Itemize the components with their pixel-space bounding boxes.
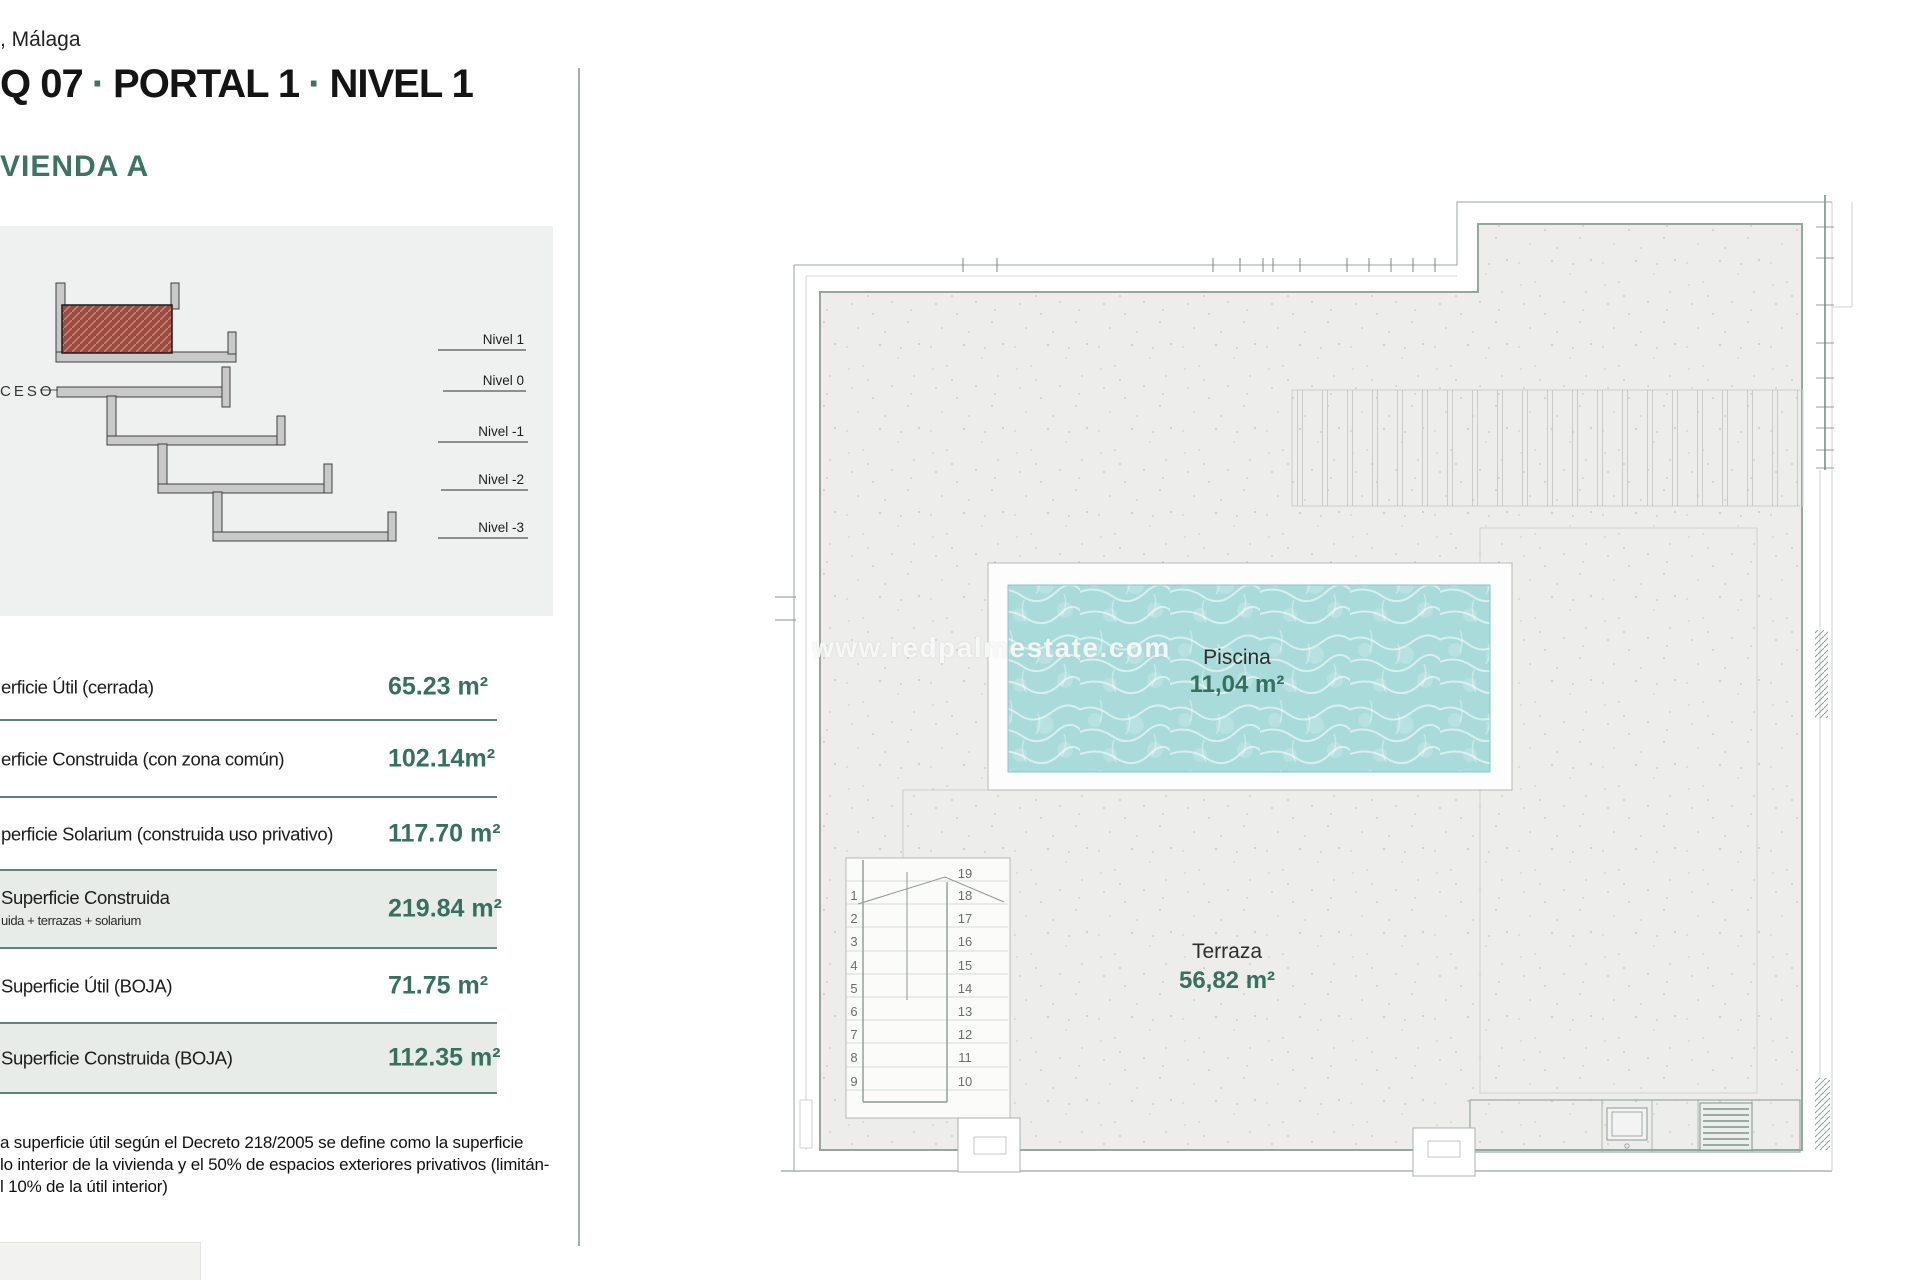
- right-boundary-wall: [1815, 195, 1834, 1150]
- svg-text:14: 14: [957, 981, 973, 996]
- svg-text:3: 3: [850, 934, 858, 949]
- highlighted-unit-section: [62, 305, 172, 353]
- table-row: [0, 655, 497, 721]
- svg-text:1: 1: [850, 888, 858, 903]
- table-row: [0, 721, 497, 798]
- row-label: Superficie Útil (BOJA): [1, 975, 173, 996]
- svg-text:4: 4: [850, 958, 858, 973]
- grill: [1700, 1103, 1752, 1150]
- svg-text:6: 6: [850, 1004, 858, 1019]
- table-row: [0, 798, 501, 869]
- footnote-line: l 10% de la útil interior): [0, 1177, 168, 1196]
- title-level: NIVEL 1: [329, 62, 473, 106]
- title-separator-dot: ·: [308, 62, 321, 106]
- location-text: , Málaga: [0, 28, 81, 51]
- svg-text:8: 8: [850, 1050, 858, 1065]
- pool-area-value: 11,04 m²: [1189, 671, 1285, 698]
- level-label: Nivel -3: [478, 520, 524, 535]
- row-label: erficie Construida (con zona común): [1, 748, 285, 769]
- title-portal: PORTAL 1: [113, 62, 300, 106]
- bottom-left-placeholder: [0, 1242, 201, 1280]
- svg-text:5: 5: [850, 981, 858, 996]
- svg-text:13: 13: [957, 1004, 973, 1019]
- level-label: Nivel 1: [482, 332, 524, 347]
- footnote-line: a superficie útil según el Decreto 218/2005 se define como la superficie: [0, 1133, 524, 1152]
- title-block: Q 07: [0, 62, 83, 106]
- svg-text:10: 10: [957, 1074, 973, 1089]
- pergola-slats: [1292, 390, 1803, 506]
- terrace-area-value: 56,82 m²: [1178, 967, 1276, 994]
- level-label: Nivel -2: [478, 472, 524, 487]
- hatched-wall-segment: [1815, 1078, 1830, 1150]
- row-value: 71.75 m²: [388, 971, 489, 999]
- staircase: [846, 858, 1010, 1118]
- title-separator-dot: ·: [91, 62, 105, 106]
- pool-label: Piscina: [1203, 646, 1271, 669]
- row-sublabel: uida + terrazas + solarium: [1, 913, 141, 928]
- legal-footnote: [0, 1132, 549, 1198]
- svg-text:15: 15: [957, 958, 973, 973]
- svg-text:19: 19: [957, 866, 973, 881]
- svg-text:7: 7: [850, 1027, 858, 1042]
- row-label: Superficie Construida uida + terrazas + solarium: [1, 887, 169, 931]
- level-label: Nivel 0: [482, 373, 524, 388]
- table-row-highlighted: [0, 869, 502, 949]
- row-value: 117.70 m²: [388, 819, 501, 847]
- unit-label: VIENDA A: [0, 150, 150, 183]
- row-value: 102.14m²: [388, 744, 496, 772]
- svg-text:2: 2: [850, 911, 858, 926]
- footnote-line: lo interior de la vivienda y el 50% de espacios exteriores privativos (limitán-: [0, 1155, 550, 1174]
- svg-text:17: 17: [957, 911, 973, 926]
- level-label: Nivel -1: [478, 424, 524, 439]
- svg-text:11: 11: [958, 1050, 972, 1065]
- row-label: perficie Solarium (construida uso privativo): [1, 823, 333, 844]
- building-section-diagram: [0, 222, 556, 620]
- table-row-highlighted: [0, 1022, 501, 1094]
- hatched-wall-segment: [1815, 630, 1828, 718]
- row-value: 112.35 m²: [388, 1043, 501, 1072]
- svg-text:16: 16: [957, 934, 973, 949]
- row-value: 219.84 m²: [388, 894, 502, 923]
- terrace-label: Terraza: [1191, 940, 1263, 963]
- floor-plan-drawing: [770, 150, 1920, 1230]
- row-label: erficie Útil (cerrada): [1, 676, 154, 698]
- svg-text:9: 9: [850, 1074, 858, 1089]
- row-label: Superficie Construida (BOJA): [1, 1047, 233, 1069]
- access-label: CESO: [0, 383, 55, 400]
- page-title: [0, 62, 473, 107]
- svg-text:18: 18: [957, 888, 973, 903]
- svg-text:12: 12: [957, 1027, 973, 1042]
- table-row: [0, 949, 497, 1022]
- areas-table: [0, 655, 502, 1094]
- watermark: www.redpalmestate.com: [812, 632, 1171, 663]
- vertical-divider: [578, 68, 580, 1246]
- row-value: 65.23 m²: [388, 672, 489, 701]
